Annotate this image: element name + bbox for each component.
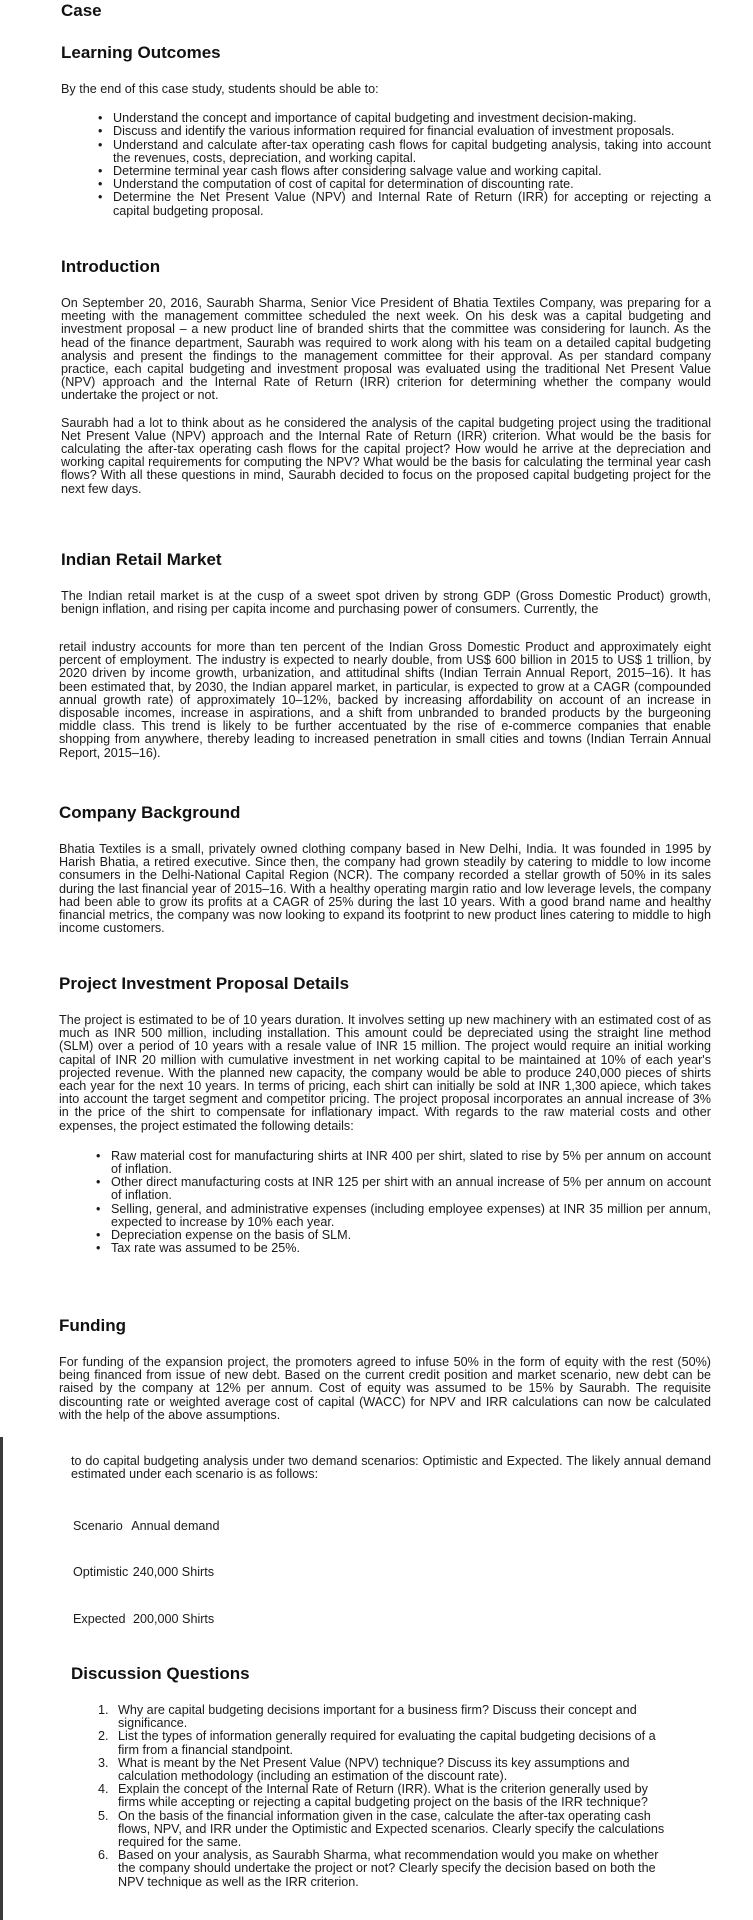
page-edge-bar xyxy=(0,1437,3,1920)
introduction-paragraph: Saurabh had a lot to think about as he considered the analysis of the capital budgeting project using the traditional Net Present Value (NPV) approach and the Internal Rate of Return (IRR) criterion. What would be the basis for calculating the after-tax operating cash flows for the capital project? How would he arrive at the depreciation and working capital requirements for computing the NPV? What would be the basis for calculating the terminal year cash flows? With all these questions in mind, Saurabh decided to focus on the proposed capital budgeting project for the next few days. xyxy=(61,415,711,496)
list-item: • Understand the concept and importance of capital budgeting and investment decision-making. xyxy=(98,112,711,125)
case-title: Case xyxy=(61,1,102,20)
funding-section xyxy=(59,1316,711,1422)
indian-retail-paragraph-part2: retail industry accounts for more than ten percent of the Indian Gross Domestic Product and approximately eight percent of employment. The industry is expected to nearly double, from US$ 600 billion in 2015 to US$ 1 trillion, by 2020 driven by income growth, urbanization, and attitudinal shifts (Indian Terrain Annual Report, 2015–16). It has been estimated that, by 2030, the Indian apparel market, in particular, is expected to grow at a CAGR (compounded annual growth rate) of approximately 10–12%, backed by increasing affordability on account of an increase in disposable incomes, increase in aspirations, and a shift from unbranded to branded products by the burgeoning middle class. This trend is likely to be further accentuated by the rise of e-commerce companies that enable shopping from anywhere, thereby leading to increased penetration in small cities and towns (Indian Terrain Annual Report, 2015–16). xyxy=(59,640,711,760)
company-background-heading: Company Background xyxy=(59,803,241,822)
discussion-heading: Discussion Questions xyxy=(71,1664,250,1683)
learning-outcomes-intro: By the end of this case study, students should be able to: xyxy=(61,82,379,96)
discussion-list xyxy=(98,1704,678,1889)
discussion-section xyxy=(71,1664,691,1889)
introduction-heading: Introduction xyxy=(61,257,161,276)
list-item: • Tax rate was assumed to be 25%. xyxy=(96,1242,711,1255)
list-item: 2. List the types of information generally required for evaluating the capital budgeting decisions of a firm from a financial standpoint. xyxy=(98,1729,656,1757)
funding-heading: Funding xyxy=(59,1316,127,1335)
list-item: 6. Based on your analysis, as Saurabh Sharma, what recommendation would you make on whether the company should undertake the project or not? Clearly specify the decision based on both the NPV technique as well as the IRR criterion. xyxy=(98,1848,659,1889)
list-item: 3. What is meant by the Net Present Value (NPV) technique? Discuss its key assumptions and calculation methodology (including an estimation of the discount rate). xyxy=(98,1755,630,1784)
company-background-section xyxy=(59,803,711,935)
list-item: 1. Why are capital budgeting decisions important for a business firm? Discuss their concept and significance. xyxy=(98,1703,637,1731)
table-row xyxy=(73,1565,214,1579)
learning-outcomes-heading: Learning Outcomes xyxy=(61,43,221,62)
list-item: • Determine the Net Present Value (NPV) and Internal Rate of Return (IRR) for accepting or rejecting a capital budgeting proposal. xyxy=(98,191,711,217)
indian-retail-paragraph-part1: The Indian retail market is at the cusp of a sweet spot driven by strong GDP (Gross Domestic Product) growth, benign inflation, and rising per capita income and purchasing power of consumers. Currently, the xyxy=(61,589,711,617)
scenarios-paragraph: to do capital budgeting analysis under two demand scenarios: Optimistic and Expected. The likely annual demand estimated under each scenario is as follows: xyxy=(71,1454,711,1482)
indian-retail-heading: Indian Retail Market xyxy=(61,550,222,569)
list-item: • Selling, general, and administrative expenses (including employee expenses) at INR 35 million per annum, expected to increase by 10% each year. xyxy=(96,1203,711,1229)
table-header-row xyxy=(73,1519,219,1533)
table-row xyxy=(73,1612,214,1626)
indian-retail-section xyxy=(61,550,711,616)
table-header-scenario: Scenario xyxy=(73,1519,123,1533)
list-item: 5. On the basis of the financial information given in the case, calculate the after-tax operating cash flows, NPV, and IRR under the Optimistic and Expected scenarios. Clearly specify the calculations required for the same. xyxy=(98,1808,665,1850)
learning-outcomes-list xyxy=(98,112,711,218)
introduction-paragraph: On September 20, 2016, Saurabh Sharma, Senior Vice President of Bhatia Textiles Company, was preparing for a meeting with the management committee scheduled the next week. On his desk was a capital budgeting and investment proposal – a new product line of branded shirts that the committee was considering for launch. As the head of the finance department, Saurabh was required to work along with his team on a detailed capital budgeting analysis and present the findings to the management committee for their approval. As per standard company practice, each capital budgeting and investment proposal was evaluated using the traditional Net Present Value (NPV) approach and the Internal Rate of Return (IRR) criterion for determining whether the company would undertake the project or not. xyxy=(61,296,711,403)
list-item: • Understand the computation of cost of capital for determination of discounting rate. xyxy=(98,178,711,191)
funding-paragraph: For funding of the expansion project, the promoters agreed to infuse 50% in the form of equity with the rest (50%) being financed from issue of new debt. Based on the current credit position and market scenario, new debt can be raised by the company at 12% per annum. Cost of equity was assumed to be 15% by Saurabh. The requisite discounting rate or weighted average cost of capital (WACC) for NPV and IRR calculations can now be calculated with the help of the above assumptions. xyxy=(59,1355,711,1422)
table-cell-scenario: Expected xyxy=(73,1612,126,1626)
list-item: 4. Explain the concept of the Internal Rate of Return (IRR). What is the criterion generally used by firms while accepting or rejecting a capital budgeting project on the basis of the IRR technique? xyxy=(98,1782,648,1810)
list-item: • Other direct manufacturing costs at INR 125 per shirt with an annual increase of 5% per annum on account of inflation. xyxy=(96,1176,711,1202)
table-cell-demand: 200,000 Shirts xyxy=(133,1612,215,1626)
list-item: • Determine terminal year cash flows after considering salvage value and working capital. xyxy=(98,165,711,178)
learning-outcomes-section xyxy=(61,43,711,218)
list-item: • Depreciation expense on the basis of SLM. xyxy=(96,1229,711,1242)
indian-retail-continued xyxy=(59,641,711,760)
list-item: • Discuss and identify the various information required for financial evaluation of investment proposals. xyxy=(98,125,711,138)
list-item: • Raw material cost for manufacturing shirts at INR 400 per shirt, slated to rise by 5% per annum on account of inflation. xyxy=(96,1150,711,1176)
table-header-annual-demand: Annual demand xyxy=(131,1519,220,1533)
project-proposal-list xyxy=(96,1150,711,1256)
introduction-section xyxy=(61,257,711,496)
table-cell-demand: 240,000 Shirts xyxy=(132,1565,214,1579)
company-background-paragraph: Bhatia Textiles is a small, privately owned clothing company based in New Delhi, India. It was founded in 1995 by Harish Bhatia, a retired executive. Since then, the company had grown steadily by catering to middle to low income consumers in the Delhi-National Capital Region (NCR). The company recorded a stellar growth of 50% in its sales during the last financial year of 2015–16. With a healthy operating margin ratio and low leverage levels, the company had been able to grow its profits at a CAGR of 25% during the last 10 years. With a good brand name and healthy financial metrics, the company was now looking to expand its footprint to new product lines catering to middle to high income customers. xyxy=(59,842,711,936)
project-proposal-paragraph: The project is estimated to be of 10 years duration. It involves setting up new machinery with an estimated cost of as much as INR 500 million, including installation. This amount could be depreciated using the straight line method (SLM) over a period of 10 years with a resale value of INR 15 million. The project would require an initial working capital of INR 20 million with cumulative investment in net working capital to be maintained at 10% of each year's projected revenue. With the planned new capacity, the company would be able to produce 240,000 pieces of shirts each year for the next 10 years. In terms of pricing, each shirt can initially be sold at INR 1,300 apiece, which takes into account the target segment and competitor pricing. The project proposal incorporates an annual increase of 3% in the price of the shirt to compensate for inflationary impact. With regards to the raw material costs and other expenses, the project estimated the following details: xyxy=(59,1013,711,1133)
table-cell-scenario: Optimistic xyxy=(73,1565,129,1579)
project-proposal-heading: Project Investment Proposal Details xyxy=(59,974,350,993)
list-item: • Understand and calculate after-tax operating cash flows for capital budgeting analysis, taking into account the revenues, costs, depreciation, and working capital. xyxy=(98,139,711,165)
project-proposal-section xyxy=(59,974,711,1255)
scenarios-section xyxy=(71,1455,711,1481)
